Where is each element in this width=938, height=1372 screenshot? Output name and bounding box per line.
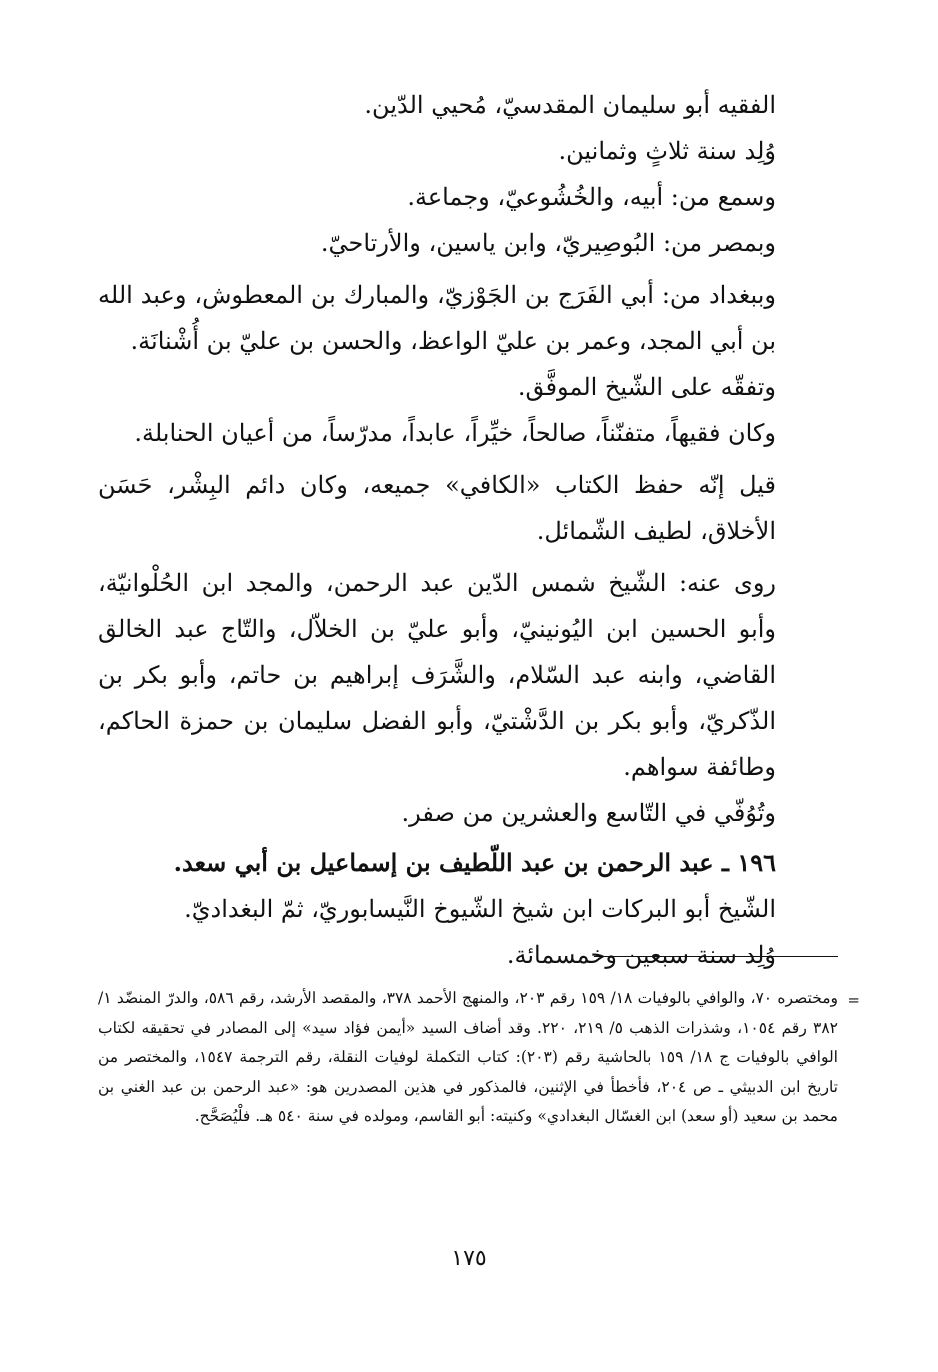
paragraph: وكان فقيهاً، متفنّناً، صالحاً، خيِّراً، عابداً، مدرّساً، من أعيان الحنابلة. bbox=[134, 419, 776, 447]
footnote-text: ومختصره ٧٠، والوافي بالوفيات ١٨/ ١٥٩ رقم ٢٠٣، والمنهج الأحمد ٣٧٨، والمقصد الأرشد، رقم ٥٨٦، والدرّ المنضّد ١/ ٣٨٢ رقم ١٠٥٤، وشذرات الذهب ٥/ ٢١٩، ٢٢٠. وقد أضاف السيد «أيمن فؤاد سيد» إلى المصادر في تحقيقه لكتاب الوافي بالوفيات ج ١٨/ ١٥٩ بالحاشية رقم (٢٠٣): كتاب التكملة لوفيات النقلة، رقم الترجمة ١٥٤٧، والمختصر من تاريخ ابن الدبيثي ـ ص ٢٠٤، فأخطأ في الإثنين، فالمذكور في هذين المصدرين هو: «عبد الرحمن بن عبد الغني بن محمد بن سعيد (أو سعد) ابن الغسّال البغدادي» وكنيته: أبو القاسم، ومولده في سنة ٥٤٠ هـ. فلْيُصَحَّح. bbox=[98, 989, 839, 1125]
paragraph: وتفقّه على الشّيخ الموفَّق. bbox=[517, 373, 776, 401]
paragraph: وبمصر من: البُوصِيريّ، وابن ياسين، والأرتاحيّ. bbox=[320, 229, 776, 257]
main-text bbox=[98, 82, 838, 978]
paragraph: وتُوُفّي في التّاسع والعشرين من صفر. bbox=[401, 799, 776, 827]
paragraph: وسمع من: أبيه، والخُشُوعيّ، وجماعة. bbox=[407, 183, 776, 211]
paragraph: وُلِد سنة ثلاثٍ وثمانين. bbox=[558, 137, 776, 165]
entry-heading: ١٩٦ ـ عبد الرحمن بن عبد اللّطيف بن إسماعيل بن أبي سعد. bbox=[173, 848, 776, 877]
paragraph: روى عنه: الشّيخ شمس الدّين عبد الرحمن، والمجد ابن الحُلْوانيّة، وأبو الحسين ابن اليُونينيّ، وأبو عليّ بن الخلاّل، والتّاج عبد الخالق القاضي، وابنه عبد السّلام، والشَّرَف إبراهيم بن حاتم، وأبو بكر بن الذّكريّ، وأبو بكر بن الدَّشْتيّ، وأبو الفضل سليمان بن حمزة الحاكم، وطائفة سواهم. bbox=[98, 569, 776, 781]
page-number: ١٧٥ bbox=[451, 1246, 487, 1271]
footnote-divider bbox=[594, 956, 838, 957]
paragraph: الشّيخ أبو البركات ابن شيخ الشّيوخ النَّيسابوريّ، ثمّ البغداديّ. bbox=[184, 895, 776, 923]
paragraph: الفقيه أبو سليمان المقدسيّ، مُحيي الدّين. bbox=[364, 91, 776, 119]
paragraph: وُلِد سنة سبعين وخمسمائة. bbox=[506, 941, 776, 969]
paragraph: وببغداد من: أبي الفَرَج بن الجَوْزيّ، والمبارك بن المعطوش، وعبد الله بن أبي المجد، وعمر بن عليّ الواعظ، والحسن بن عليّ بن أُشْنانَة. bbox=[98, 281, 776, 355]
paragraph: قيل إنّه حفظ الكتاب «الكافي» جميعه، وكان دائم البِشْر، حَسَن الأخلاق، لطيف الشّمائل. bbox=[98, 471, 776, 545]
footnote-continuation-marker: = bbox=[847, 991, 860, 1009]
